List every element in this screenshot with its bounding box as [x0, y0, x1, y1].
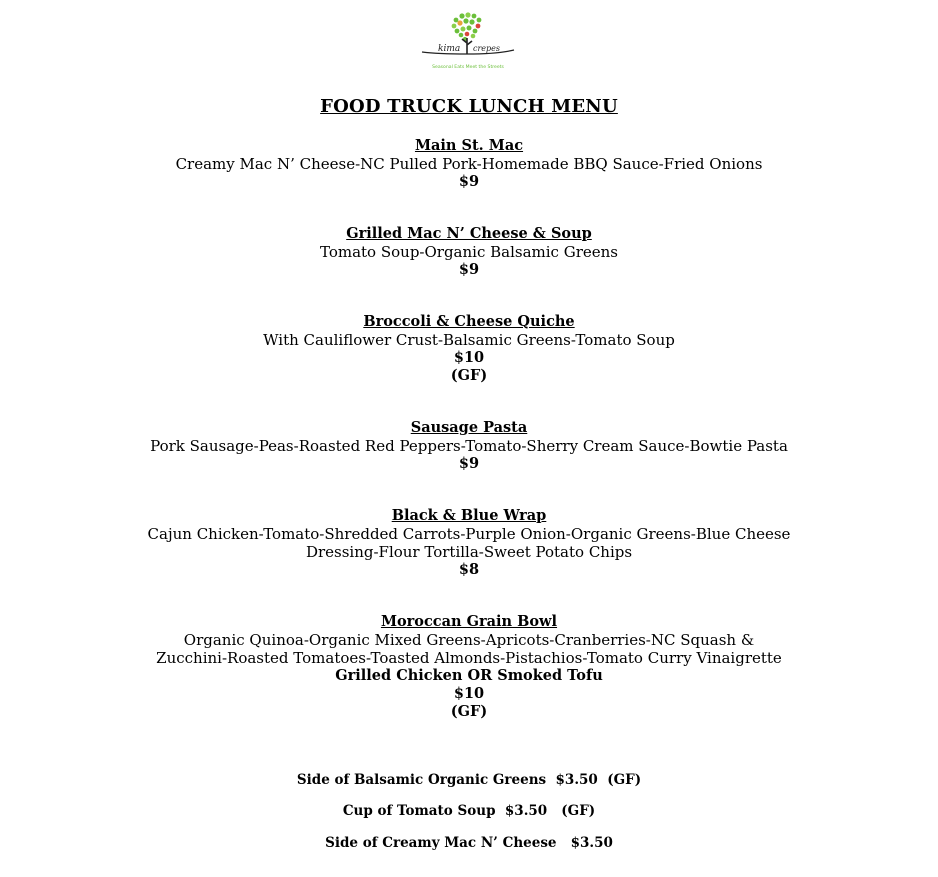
- item-description: Creamy Mac N’ Cheese-NC Pulled Pork-Homemade BBQ Sauce-Fried Onions: [175, 155, 763, 173]
- item-price: $10: [453, 349, 485, 366]
- item-description: Pork Sausage-Peas-Roasted Red Peppers-Tomato-Sherry Cream Sauce-Bowtie Pasta: [150, 437, 788, 455]
- side-item: Cup of Tomato Soup $3.50 (GF): [342, 803, 596, 819]
- menu-item: [0, 613, 938, 721]
- protein-option: Grilled Chicken OR Smoked Tofu: [335, 667, 603, 684]
- item-description: Cajun Chicken-Tomato-Shredded Carrots-Purple Onion-Organic Greens-Blue Cheese: [147, 525, 791, 543]
- brand-logo: [418, 10, 518, 74]
- item-price: $9: [458, 173, 480, 190]
- menu-title: FOOD TRUCK LUNCH MENU: [320, 96, 618, 117]
- item-description: With Cauliflower Crust-Balsamic Greens-Tomato Soup: [263, 331, 675, 349]
- side-item: Side of Creamy Mac N’ Cheese $3.50: [325, 835, 613, 851]
- menu-item: [0, 313, 938, 385]
- item-price: $9: [458, 261, 480, 278]
- gluten-free-label: (GF): [450, 703, 488, 720]
- side-item: Side of Balsamic Organic Greens $3.50 (GF): [296, 772, 642, 788]
- item-description: Zucchini-Roasted Tomatoes-Toasted Almonds-Pistachios-Tomato Curry Vinaigrette: [156, 649, 782, 667]
- item-name: Grilled Mac N’ Cheese & Soup: [346, 225, 592, 242]
- item-name: Black & Blue Wrap: [391, 507, 547, 524]
- brand-tagline: Seasonal Eats Meet the Streets: [432, 65, 504, 70]
- item-description: Organic Quinoa-Organic Mixed Greens-Apricots-Cranberries-NC Squash &: [183, 631, 755, 649]
- brand-script-right: crepes: [473, 44, 500, 53]
- item-description: Tomato Soup-Organic Balsamic Greens: [319, 243, 618, 261]
- item-price: $8: [458, 561, 480, 578]
- menu-item: [0, 419, 938, 473]
- tree-leaves-icon: [452, 12, 482, 41]
- item-name: Broccoli & Cheese Quiche: [363, 313, 575, 330]
- item-description: Dressing-Flour Tortilla-Sweet Potato Chips: [305, 543, 633, 561]
- brand-underline-swoosh: [422, 50, 514, 54]
- item-price: $10: [453, 685, 485, 702]
- item-name: Moroccan Grain Bowl: [380, 613, 558, 630]
- tree-trunk-icon: [462, 38, 472, 54]
- item-name: Main St. Mac: [414, 137, 524, 154]
- menu-item: [0, 137, 938, 191]
- gluten-free-label: (GF): [450, 367, 488, 384]
- item-name: Sausage Pasta: [410, 419, 528, 436]
- menu-item: [0, 225, 938, 279]
- menu-item: [0, 507, 938, 579]
- item-price: $9: [458, 455, 480, 472]
- brand-script-left: kima: [438, 44, 461, 54]
